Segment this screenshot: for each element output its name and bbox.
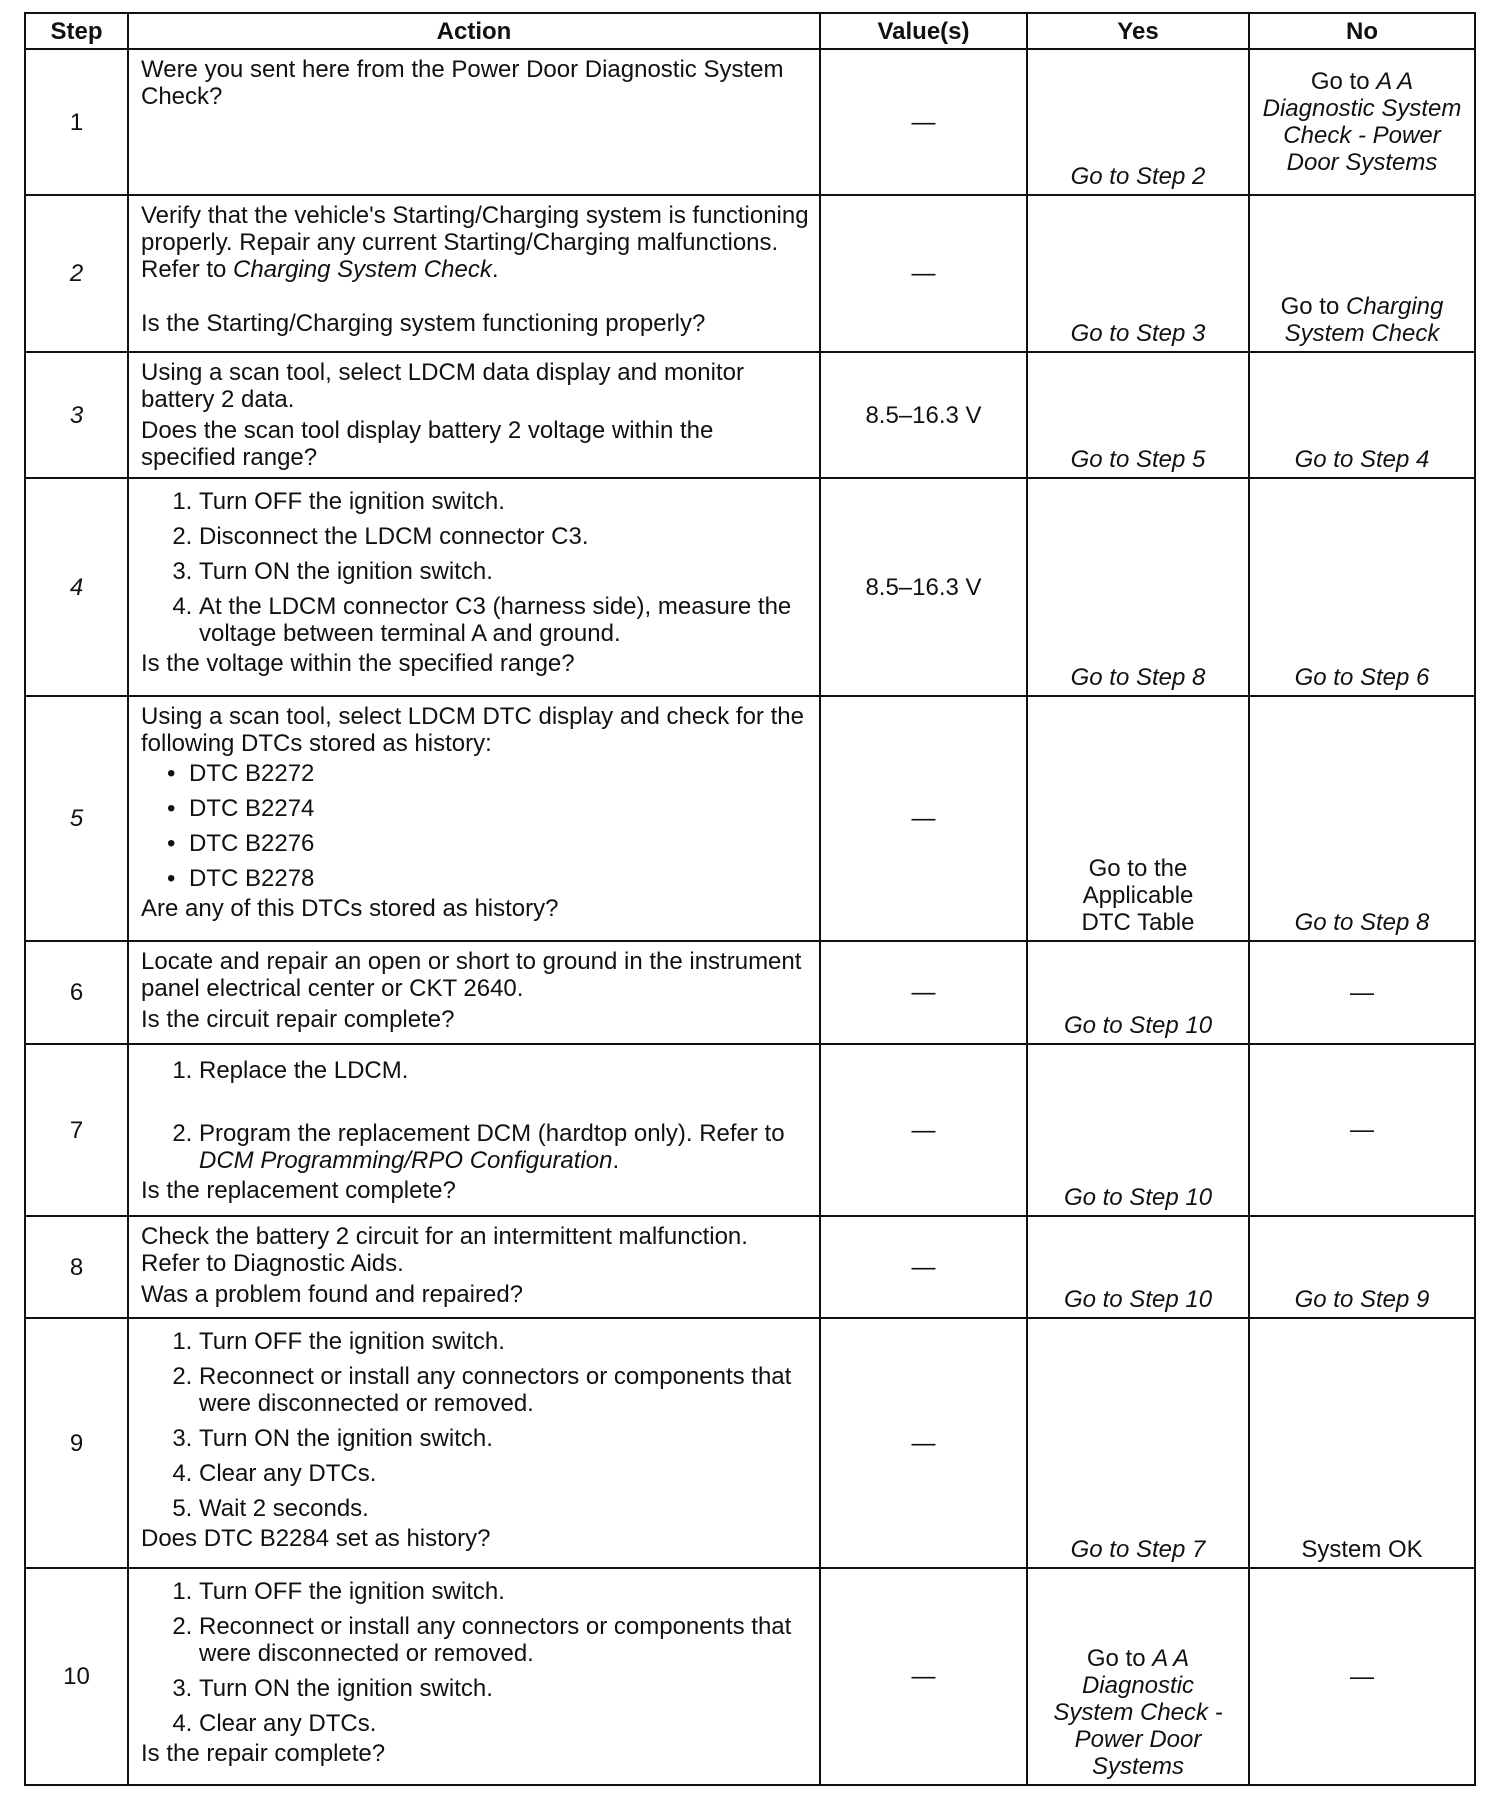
action-question: Is the Starting/Charging system functioning properly?: [141, 310, 706, 337]
action-text-end: .: [491, 256, 499, 283]
table-row: [25, 1318, 1475, 1568]
header-row: [25, 13, 1475, 49]
step-number: 3: [25, 352, 128, 478]
header-no: No: [1249, 13, 1475, 49]
table-row: [25, 195, 1475, 352]
step-number: 7: [25, 1044, 128, 1216]
header-yes: Yes: [1027, 13, 1249, 49]
action-text-ref: Charging System Check: [233, 256, 492, 283]
list-item: 3. Turn ON the ignition switch.: [199, 1675, 809, 1702]
table-row: [25, 352, 1475, 478]
action-text: Using a scan tool, select LDCM DTC display and check for the following DTCs stored as history:: [141, 703, 804, 757]
no-result: Go to Step 4: [1294, 446, 1430, 473]
value-cell: —: [820, 49, 1027, 195]
action-question: Is the voltage within the specified range?: [141, 650, 575, 677]
action-question: Is the circuit repair complete?: [141, 1006, 455, 1033]
no-cell: [1249, 1044, 1475, 1216]
yes-cell: [1027, 1216, 1249, 1318]
list-item: 1. Replace the LDCM.: [199, 1057, 809, 1084]
action-cell: [128, 195, 820, 352]
list-item: 1. Turn OFF the ignition switch.: [199, 488, 809, 515]
no-result: Go to Step 8: [1294, 909, 1430, 936]
header-action: Action: [128, 13, 820, 49]
list-item: 1. Turn OFF the ignition switch.: [199, 1328, 809, 1355]
yes-cell: [1027, 941, 1249, 1044]
no-result-link: Charging System Check: [1284, 293, 1444, 347]
list-item-end: .: [612, 1147, 620, 1174]
table-row: [25, 478, 1475, 696]
table-row: [25, 1044, 1475, 1216]
list-item-text: Program the replacement DCM (hardtop only). Refer to: [199, 1120, 785, 1147]
yes-cell: [1027, 1318, 1249, 1568]
step-number: 4: [25, 478, 128, 696]
step-number: 6: [25, 941, 128, 1044]
action-cell: [128, 1568, 820, 1785]
list-item: 2. Reconnect or install any connectors or components that were disconnected or removed.: [199, 1613, 809, 1667]
yes-cell: [1027, 49, 1249, 195]
action-text: Using a scan tool, select LDCM data display and monitor battery 2 data.: [141, 359, 744, 413]
no-result-link: A A Diagnostic System Check - Power Door Systems: [1262, 68, 1462, 176]
list-item-ref: DCM Programming/RPO Configuration: [199, 1147, 613, 1174]
yes-result: Go to Step 10: [1063, 1286, 1213, 1313]
yes-cell: [1027, 696, 1249, 941]
dtc-list: [141, 760, 809, 892]
no-cell: [1249, 941, 1475, 1044]
list-item: 3. Turn ON the ignition switch.: [199, 558, 809, 585]
action-cell: [128, 1216, 820, 1318]
value-cell: —: [820, 1216, 1027, 1318]
yes-result-link: A A Diagnostic System Check - Power Door Systems: [1053, 1645, 1223, 1780]
list-item: 4. At the LDCM connector C3 (harness side), measure the voltage between terminal A and ground.: [199, 593, 809, 647]
value-cell: —: [820, 1044, 1027, 1216]
table-row: [25, 1216, 1475, 1318]
no-cell: [1249, 1568, 1475, 1785]
action-text-part: Verify that the vehicle's Starting/Charging system is functioning properly. Repair any current Starting/Charging malfunctions. Refer to: [141, 202, 809, 283]
no-result: Go to Step 9: [1294, 1286, 1430, 1313]
yes-result: Go to Step 7: [1070, 1536, 1206, 1563]
no-cell: [1249, 1318, 1475, 1568]
yes-cell: [1027, 1568, 1249, 1785]
table-row: [25, 49, 1475, 195]
no-cell: [1249, 195, 1475, 352]
step-number: 10: [25, 1568, 128, 1785]
yes-cell: [1027, 352, 1249, 478]
action-question: Was a problem found and repaired?: [141, 1281, 524, 1308]
diagnostic-table: [24, 12, 1476, 1786]
dtc-item: • DTC B2276: [189, 830, 809, 857]
no-cell: [1249, 696, 1475, 941]
action-cell: [128, 478, 820, 696]
procedure-list: [141, 1328, 809, 1522]
no-result: —: [1350, 1663, 1374, 1690]
table-row: [25, 941, 1475, 1044]
yes-result: Go to Step 8: [1070, 664, 1206, 691]
action-question: Is the replacement complete?: [141, 1177, 456, 1204]
dtc-item: • DTC B2274: [189, 795, 809, 822]
no-result: Go to Step 6: [1294, 664, 1430, 691]
action-question: Are any of this DTCs stored as history?: [141, 895, 559, 922]
step-number: 8: [25, 1216, 128, 1318]
action-cell: [128, 1044, 820, 1216]
action-question: Is the repair complete?: [141, 1740, 386, 1767]
yes-result: Go to Step 10: [1063, 1184, 1213, 1211]
action-text: [141, 202, 809, 283]
value-cell: —: [820, 1568, 1027, 1785]
yes-result: Go to Step 3: [1070, 320, 1206, 347]
value-cell: 8.5–16.3 V: [820, 478, 1027, 696]
list-item: 4. Clear any DTCs.: [199, 1710, 809, 1737]
header-step: Step: [25, 13, 128, 49]
yes-result: Go to Step 2: [1070, 163, 1206, 190]
procedure-list: [141, 1057, 809, 1174]
table-row: [25, 1568, 1475, 1785]
no-result: System OK: [1301, 1536, 1423, 1563]
table-row: [25, 696, 1475, 941]
yes-result: Go to the Applicable DTC Table: [1081, 855, 1195, 936]
action-text: Locate and repair an open or short to ground in the instrument panel electrical center or CKT 2640.: [141, 948, 802, 1002]
action-question: Does DTC B2284 set as history?: [141, 1525, 491, 1552]
list-item: 5. Wait 2 seconds.: [199, 1495, 809, 1522]
list-item: 2. Reconnect or install any connectors or components that were disconnected or removed.: [199, 1363, 809, 1417]
action-cell: [128, 941, 820, 1044]
step-number: 9: [25, 1318, 128, 1568]
dtc-item: • DTC B2278: [189, 865, 809, 892]
action-text: Check the battery 2 circuit for an intermittent malfunction. Refer to Diagnostic Aids.: [141, 1223, 748, 1277]
yes-cell: [1027, 478, 1249, 696]
action-cell: [128, 1318, 820, 1568]
value-cell: 8.5–16.3 V: [820, 352, 1027, 478]
dtc-item: • DTC B2272: [189, 760, 809, 787]
value-cell: —: [820, 696, 1027, 941]
no-cell: [1249, 478, 1475, 696]
action-cell: [128, 49, 820, 195]
value-cell: —: [820, 1318, 1027, 1568]
list-item: [199, 1120, 809, 1174]
step-number: 5: [25, 696, 128, 941]
value-cell: —: [820, 941, 1027, 1044]
procedure-list: [141, 488, 809, 647]
list-item: 2. Disconnect the LDCM connector C3.: [199, 523, 809, 550]
step-number: 2: [25, 195, 128, 352]
action-cell: [128, 352, 820, 478]
no-cell: [1249, 49, 1475, 195]
yes-result-prefix: Go to: [1086, 1645, 1153, 1672]
yes-cell: [1027, 1044, 1249, 1216]
yes-cell: [1027, 195, 1249, 352]
list-item: 4. Clear any DTCs.: [199, 1460, 809, 1487]
action-text: Were you sent here from the Power Door Diagnostic System Check?: [141, 56, 784, 110]
action-cell: [128, 696, 820, 941]
no-cell: [1249, 1216, 1475, 1318]
procedure-list: [141, 1578, 809, 1737]
header-values: Value(s): [820, 13, 1027, 49]
no-result-prefix: Go to: [1310, 68, 1377, 95]
list-item: 1. Turn OFF the ignition switch.: [199, 1578, 809, 1605]
step-number: 1: [25, 49, 128, 195]
no-result: —: [1350, 1116, 1374, 1144]
list-item: 3. Turn ON the ignition switch.: [199, 1425, 809, 1452]
yes-result: Go to Step 10: [1063, 1012, 1213, 1039]
no-cell: [1249, 352, 1475, 478]
yes-result: Go to Step 5: [1070, 446, 1206, 473]
value-cell: —: [820, 195, 1027, 352]
no-result: —: [1350, 979, 1374, 1006]
action-question: Does the scan tool display battery 2 voltage within the specified range?: [141, 417, 714, 471]
no-result-prefix: Go to: [1280, 293, 1346, 320]
